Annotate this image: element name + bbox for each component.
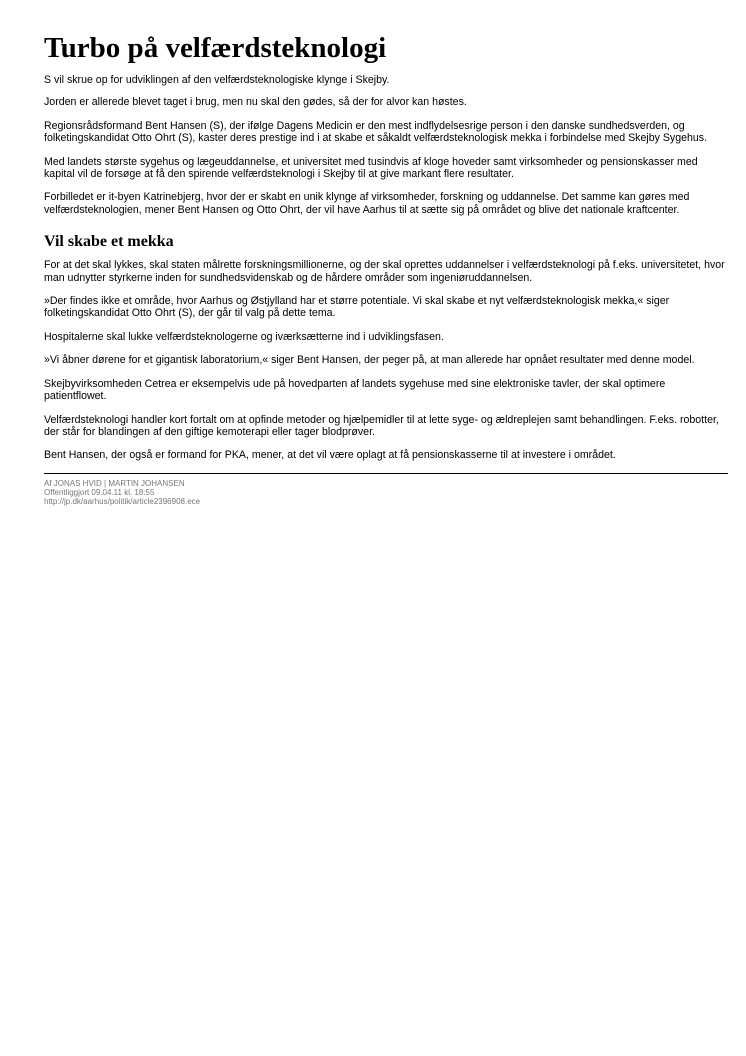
byline-published: Offentliggjort 09.04.11 kl. 18:55 <box>44 487 155 497</box>
byline-url[interactable]: http://jp.dk/aarhus/politik/article2396908.ece <box>44 496 201 506</box>
article-paragraph: Velfærdsteknologi handler kort fortalt om at opfinde metoder og hjælpemidler til at lette syge- og ældreplejen samt behandlingen. F.eks. robotter, der står for blandingen af den giftige kemoterapi eller tager blodprøver. <box>44 413 719 438</box>
footer-divider <box>44 473 728 474</box>
article-paragraph: Regionsrådsformand Bent Hansen (S), der ifølge Dagens Medicin er den mest indflydelsesrige person i den danske sundhedsverden, og folketingskandidat Otto Ohrt (S), kaster deres prestige ind i at skabe et såkaldt velfærdsteknologisk mekka i forbindelse med Skejby Sygehus. <box>44 119 708 145</box>
article-paragraph: For at det skal lykkes, skal staten målrette forskningsmillionerne, og der skal oprettes uddannelser i velfærdsteknologi på f.eks. universitetet, hvor man udnytter styrkerne inden for sundhedsvidenskab og de hårdere områder som ingeniøruddannelsen. <box>44 259 725 284</box>
article-subheading: Vil skabe et mekka <box>44 233 174 251</box>
article-lead: S vil skrue op for udviklingen af den velfærdsteknologiske klynge i Skejby. <box>44 74 390 86</box>
article-paragraph: Skejbyvirksomheden Cetrea er eksempelvis ude på hovedparten af landets sygehuse med sine elektroniske tavler, der skal optimere patientflowet. <box>44 377 666 403</box>
article-title: Turbo på velfærdsteknologi <box>44 32 387 64</box>
article-paragraph: Med landets største sygehus og lægeuddannelse, et universitet med tusindvis af kloge hoveder samt virksomheder og pensionskasser med kapital vil de forsøge at få den spirende velfærdsteknologi i Skejby til at give markant flere resultater. <box>44 155 698 181</box>
article-paragraph: »Der findes ikke et område, hvor Aarhus og Østjylland har et større potentiale. Vi skal skabe et nyt velfærdsteknologisk mekka,« siger folketingskandidat Otto Ohrt (S), der går til valg på dette tema. <box>44 295 670 320</box>
article-paragraph: Hospitalerne skal lukke velfærdsteknologerne og iværksætterne ind i udviklingsfasen. <box>44 330 444 343</box>
article-paragraph: Forbilledet er it-byen Katrinebjerg, hvor der er skabt en unik klynge af virksomheder, forskning og uddannelse. Det samme kan gøres med velfærdsteknologien, mener Bent Hansen og Otto Ohrt, der vil have Aarhus til at sætte sig på området og blive det nationale kraftcenter. <box>44 191 690 216</box>
article-byline <box>44 479 728 506</box>
article-paragraph: Jorden er allerede blevet taget i brug, men nu skal den gødes, så der for alvor kan høstes. <box>44 96 467 109</box>
article <box>44 30 728 506</box>
article-paragraph: Bent Hansen, der også er formand for PKA, mener, at det vil være oplagt at få pensionskasserne til at investere i området. <box>44 449 616 462</box>
article-paragraph: »Vi åbner dørene for et gigantisk laboratorium,« siger Bent Hansen, der peger på, at man allerede har opnået resultater med denne model. <box>44 354 695 367</box>
byline-authors: Af JONAS HVID | MARTIN JOHANSEN <box>44 478 185 488</box>
